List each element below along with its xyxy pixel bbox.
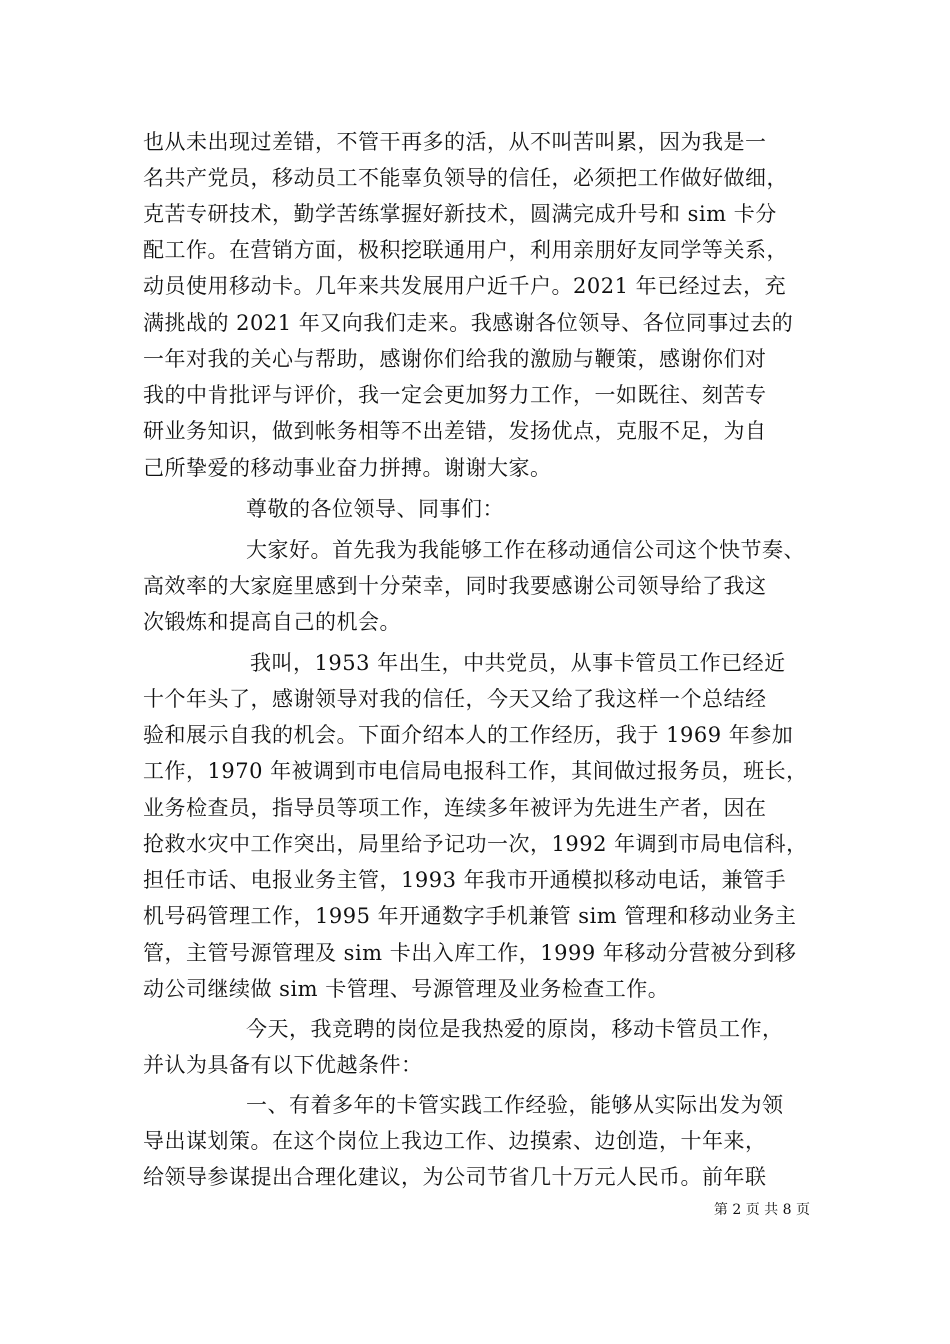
text-line: 导出谋划策。在这个岗位上我边工作、边摸索、边创造，十年来， <box>143 1129 767 1153</box>
text-line: 今天，我竞聘的岗位是我热爱的原岗，移动卡管员工作， <box>246 1017 784 1041</box>
text-line: 配工作。在营销方面，极积挖联通用户，利用亲朋好友同学等关系， <box>143 238 788 262</box>
text-line: 我叫，1953 年出生，中共党员，从事卡管员工作已经近 <box>250 651 786 675</box>
text-line: 名共产党员，移动员工不能辜负领导的信任，必须把工作做好做细， <box>143 166 788 190</box>
text-line: 担任市话、电报业务主管，1993 年我市开通模拟移动电话，兼管手 <box>143 868 787 892</box>
text-line: 也从未出现过差错，不管干再多的活，从不叫苦叫累，因为我是一 <box>143 130 767 154</box>
page-number-footer: 第 2 页 共 8 页 <box>713 1202 810 1218</box>
text-line: 高效率的大家庭里感到十分荣幸，同时我要感谢公司领导给了我这 <box>143 574 767 598</box>
text-line: 并认为具备有以下优越条件： <box>143 1053 423 1077</box>
text-line: 抢救水灾中工作突出，局里给予记功一次，1992 年调到市局电信科， <box>143 832 808 856</box>
text-line: 动员使用移动卡。几年来共发展用户近千户。2021 年已经过去，充 <box>143 274 787 298</box>
text-line: 研业务知识，做到帐务相等不出差错，发扬优点，克服不足，为自 <box>143 419 767 443</box>
text-line: 业务检查员，指导员等项工作，连续多年被评为先进生产者，因在 <box>143 796 767 820</box>
text-line: 一年对我的关心与帮助，感谢你们给我的激励与鞭策，感谢你们对 <box>143 347 767 371</box>
text-line: 克苦专研技术，勤学苦练掌握好新技术，圆满完成升号和 sim 卡分 <box>143 202 777 226</box>
salutation: 尊敬的各位领导、同事们： <box>246 497 504 521</box>
text-line: 管，主管号源管理及 sim 卡出入库工作，1999 年移动分营被分到移 <box>143 941 797 965</box>
text-line: 我的中肯批评与评价，我一定会更加努力工作，一如既往、刻苦专 <box>143 383 767 407</box>
text-line: 十个年头了，感谢领导对我的信任，今天又给了我这样一个总结经 <box>143 687 767 711</box>
text-line: 验和展示自我的机会。下面介绍本人的工作经历，我于 1969 年参加 <box>143 723 794 747</box>
text-line: 次锻炼和提高自己的机会。 <box>143 610 401 634</box>
text-line: 满挑战的 2021 年又向我们走来。我感谢各位领导、各位同事过去的 <box>143 311 794 335</box>
text-line: 动公司继续做 sim 卡管理、号源管理及业务检查工作。 <box>143 977 670 1001</box>
text-line: 大家好。首先我为我能够工作在移动通信公司这个快节奏、 <box>246 538 805 562</box>
text-line: 机号码管理工作，1995 年开通数字手机兼管 sim 管理和移动业务主 <box>143 904 797 928</box>
text-line: 给领导参谋提出合理化建议，为公司节省几十万元人民币。前年联 <box>143 1165 767 1189</box>
text-line: 一、有着多年的卡管实践工作经验，能够从实际出发为领 <box>246 1093 784 1117</box>
text-line: 工作，1970 年被调到市电信局电报科工作，其间做过报务员，班长， <box>143 759 808 783</box>
text-line: 己所挚爱的移动事业奋力拼搏。谢谢大家。 <box>143 456 552 480</box>
